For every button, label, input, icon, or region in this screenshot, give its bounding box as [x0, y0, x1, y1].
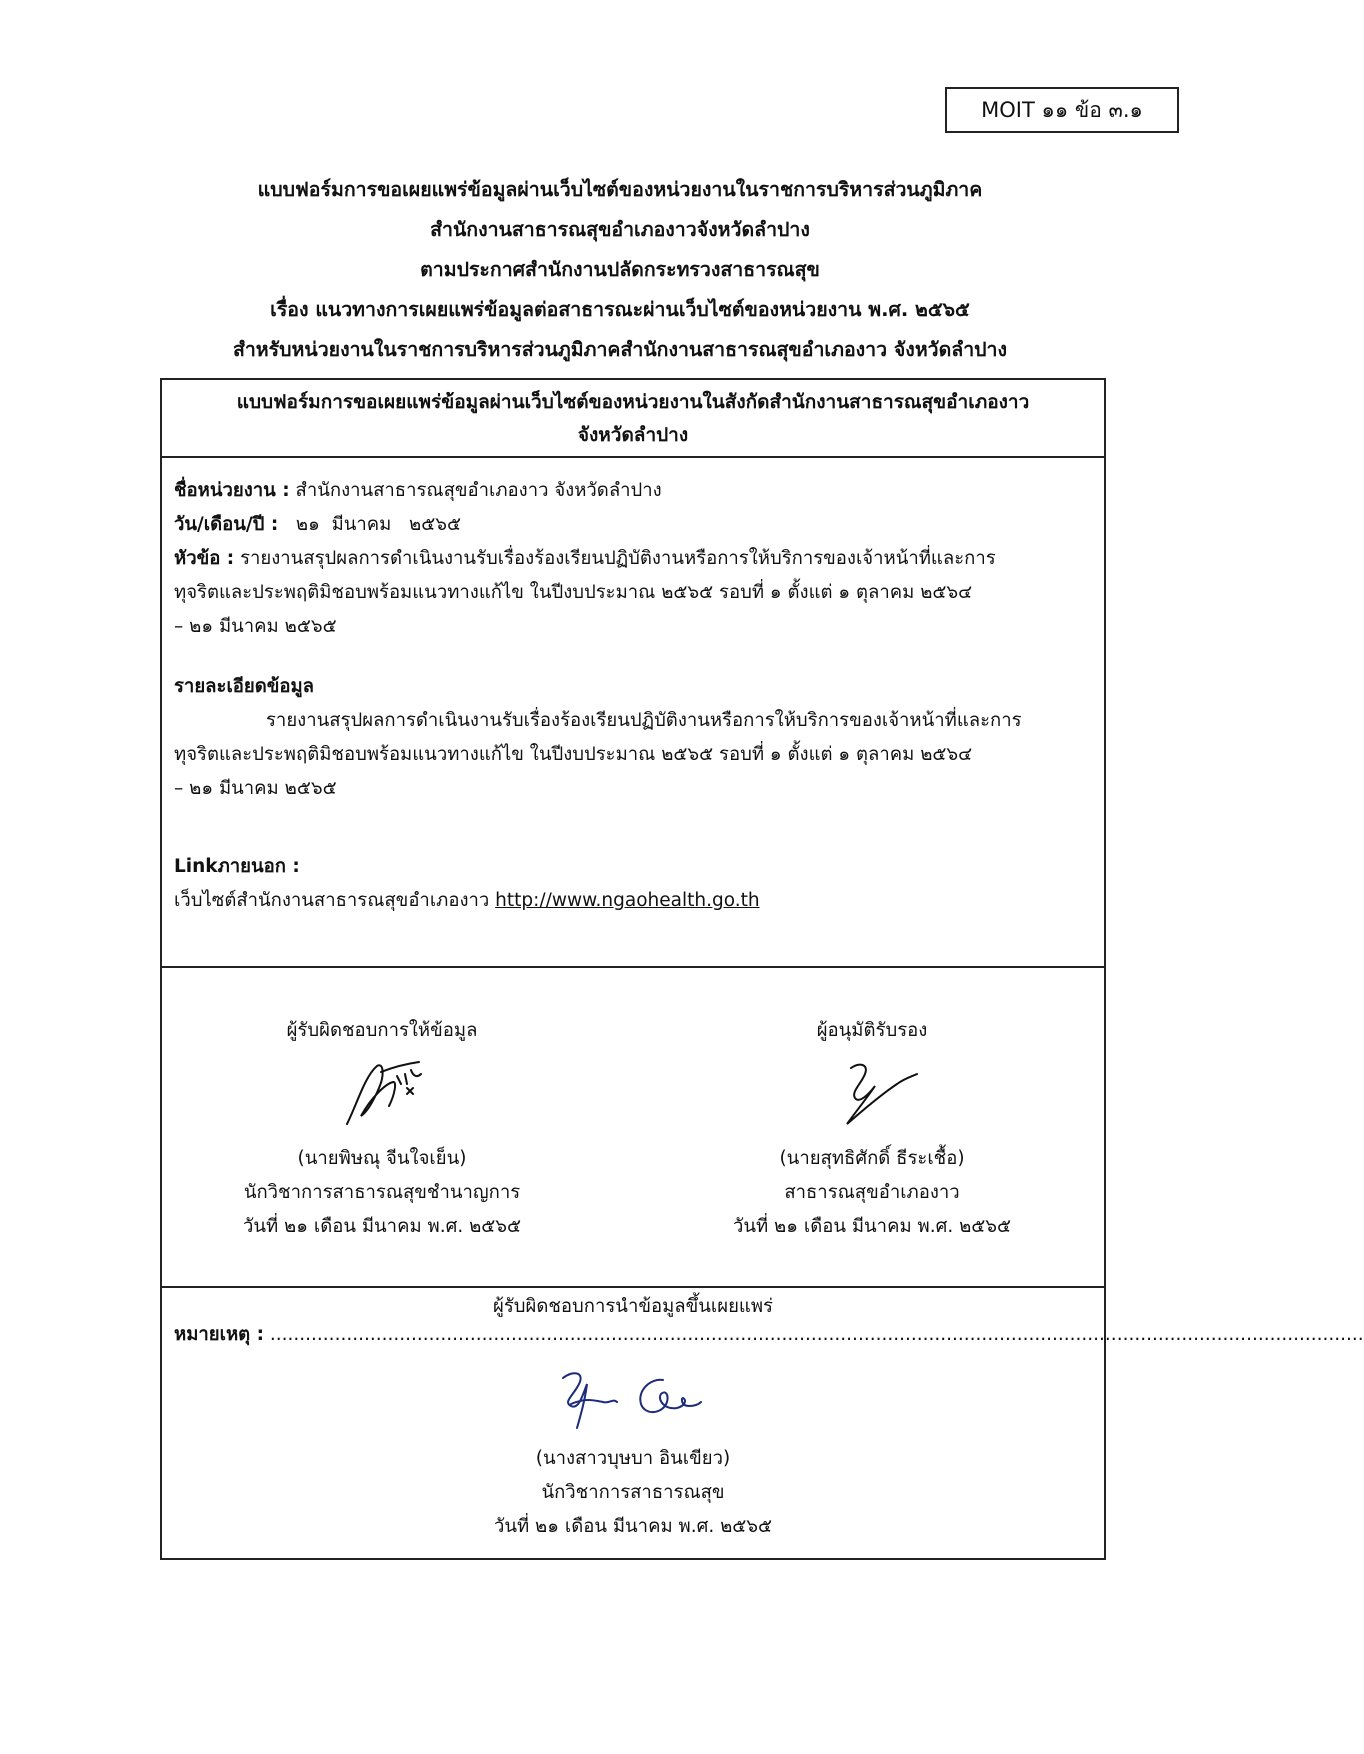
external-link-prefix: เว็บไซต์สำนักงานสาธารณสุขอำเภองาว: [174, 890, 496, 911]
header-line-5: สำหรับหน่วยงานในราชการบริหารส่วนภูมิภาคสำนักงานสาธารณสุขอำเภองาว จังหวัดลำปาง: [232, 338, 1008, 361]
date-row: [174, 508, 1090, 542]
signer-left: [172, 1014, 592, 1244]
signer-left-position: นักวิชาการสาธารณสุขชำนาญการ: [243, 1182, 521, 1203]
header-line-3: ตามประกาศสำนักงานปลัดกระทรวงสาธารณสุข: [420, 258, 820, 281]
signature-bottom: [533, 1354, 733, 1440]
detail-line-1: รายงานสรุปผลการดำเนินงานรับเรื่องร้องเรียนปฏิบัติงานหรือการให้บริการของเจ้าหน้าที่และการ: [266, 710, 1022, 731]
subject-line-1: รายงานสรุปผลการดำเนินงานรับเรื่องร้องเรียนปฏิบัติงานหรือการให้บริการของเจ้าหน้าที่และการ: [234, 548, 996, 569]
document-header: [100, 170, 1140, 370]
external-link[interactable]: http://www.ngaohealth.go.th: [495, 890, 760, 911]
signer-right-position: สาธารณสุขอำเภองาว: [784, 1182, 960, 1203]
header-line-4: เรื่อง แนวทางการเผยแพร่ข้อมูลต่อสาธารณะผ่านเว็บไซต์ของหน่วยงาน พ.ศ. ๒๕๖๕: [270, 298, 970, 321]
note-label: หมายเหตุ :: [174, 1324, 264, 1345]
form-box: [160, 378, 1364, 1560]
header-line-2: สำนักงานสาธารณสุขอำเภองาวจังหวัดลำปาง: [430, 218, 810, 241]
signer-left-name: (นายพิษณุ จีนใจเย็น): [297, 1148, 467, 1169]
date-label: วัน/เดือน/ปี :: [174, 514, 279, 535]
external-link-row: [174, 884, 1090, 918]
form-code: MOIT ๑๑ ข้อ ๓.๑: [981, 97, 1143, 122]
divider-signers-publisher: [162, 1286, 1104, 1288]
header-line-1: แบบฟอร์มการขอเผยแพร่ข้อมูลผ่านเว็บไซต์ของหน่วยงานในราชการบริหารส่วนภูมิภาค: [257, 178, 983, 201]
date-value: ๒๑ มีนาคม ๒๕๖๕: [278, 514, 461, 535]
signer-bottom-date: วันที่ ๒๑ เดือน มีนาคม พ.ศ. ๒๕๖๕: [493, 1516, 773, 1537]
signer-bottom: [162, 1290, 1104, 1544]
external-link-label: Linkภายนอก :: [174, 856, 300, 877]
divider-details-signers: [162, 966, 1104, 968]
form-code-box: [945, 87, 1179, 133]
detail-line-2: ทุจริตและประพฤติมิชอบพร้อมแนวทางแก้ไข ในปีงบประมาณ ๒๕๖๕ รอบที่ ๑ ตั้งแต่ ๑ ตุลาคม ๒๕๖๔: [174, 744, 973, 765]
signer-right: [662, 1014, 1082, 1244]
form-title-line-1: แบบฟอร์มการขอเผยแพร่ข้อมูลผ่านเว็บไซต์ของหน่วยงานในสังกัดสำนักงานสาธารณสุขอำเภองาว: [236, 391, 1030, 413]
subject-line-3: – ๒๑ มีนาคม ๒๕๖๕: [174, 616, 337, 637]
form-title: [162, 380, 1104, 458]
signer-left-date: วันที่ ๒๑ เดือน มีนาคม พ.ศ. ๒๕๖๕: [242, 1216, 522, 1237]
detail-line-3: – ๒๑ มีนาคม ๒๕๖๕: [174, 778, 337, 799]
signer-right-date: วันที่ ๒๑ เดือน มีนาคม พ.ศ. ๒๕๖๕: [732, 1216, 1012, 1237]
agency-value: สำนักงานสาธารณสุขอำเภองาว จังหวัดลำปาง: [289, 480, 662, 501]
detail-label: รายละเอียดข้อมูล: [174, 676, 315, 697]
agency-label: ชื่อหน่วยงาน :: [174, 480, 290, 501]
signer-bottom-name: (นางสาวบุษบา อินเขียว): [535, 1448, 731, 1469]
signer-right-role: ผู้อนุมัติรับรอง: [816, 1020, 928, 1041]
signer-right-name: (นายสุทธิศักดิ์ ธีระเชื้อ): [779, 1148, 965, 1169]
subject-row: [174, 542, 1090, 576]
form-title-line-2: จังหวัดลำปาง: [577, 424, 689, 446]
agency-row: [174, 474, 1090, 508]
signature-left: [327, 1054, 437, 1134]
note-dots: ..........................................................................................................................................................................................: [264, 1324, 1364, 1345]
signer-left-role: ผู้รับผิดชอบการให้ข้อมูล: [286, 1020, 478, 1041]
subject-label: หัวข้อ :: [174, 548, 235, 569]
subject-line-2: ทุจริตและประพฤติมิชอบพร้อมแนวทางแก้ไข ในปีงบประมาณ ๒๕๖๕ รอบที่ ๑ ตั้งแต่ ๑ ตุลาคม ๒๕๖๔: [174, 582, 973, 603]
form-details: [174, 474, 1090, 918]
signature-right: [817, 1054, 927, 1134]
signer-bottom-position: นักวิชาการสาธารณสุข: [541, 1482, 725, 1503]
signer-bottom-role: ผู้รับผิดชอบการนำข้อมูลขึ้นเผยแพร่: [493, 1296, 773, 1317]
